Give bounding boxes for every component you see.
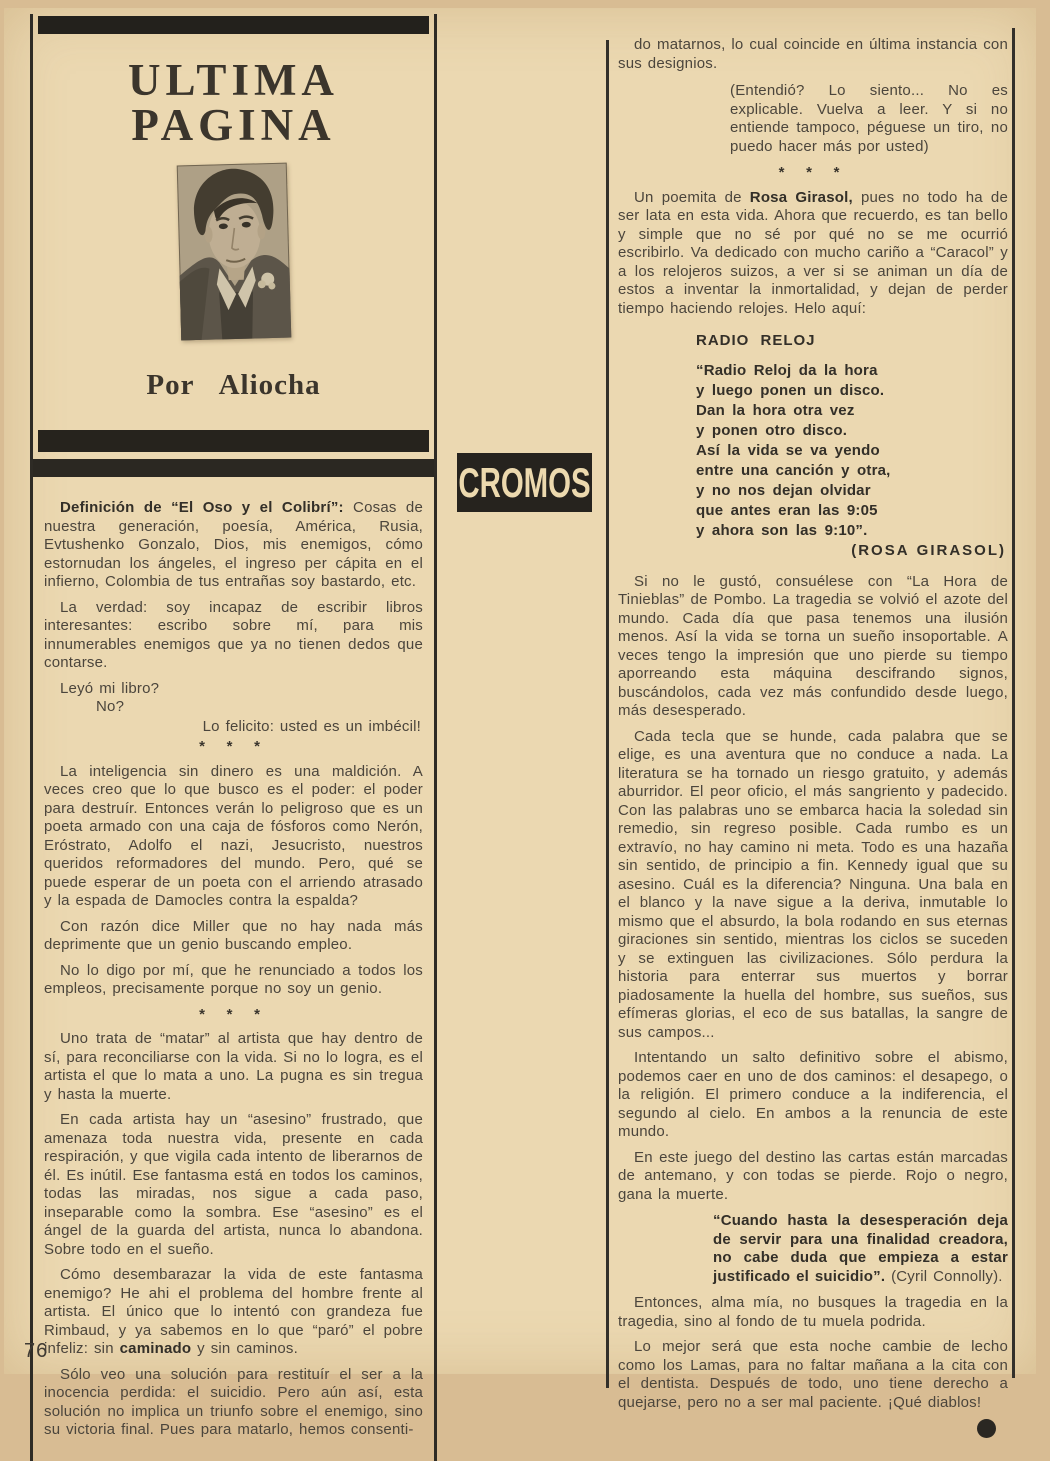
- paragraph-bold-name: Rosa Girasol,: [749, 188, 853, 206]
- paragraph: La verdad: soy incapaz de escribir libros interesantes: escribo sobre mí, para mis innumerables enemigos que ya no tienen dedos que contarse.: [44, 598, 423, 671]
- left-column-body: [33, 499, 434, 1461]
- poem-attribution: (ROSA GIRASOL): [851, 542, 1006, 559]
- paragraph: La inteligencia sin dinero es una maldición. A veces creo que lo que busco es el poder: el poder para destruír. Entonces verán lo peligroso que es un poeta armado con una caja de fósforos como Nerón, Eróstrato, Adolfo el nazi, Jesucristo, nuestros queridos reformadores del mundo. Pero, qué se puede esperar de un poeta con el arriendo atrasado y la espada de Damocles contra la espalda?: [44, 762, 423, 909]
- poem-line: y ponen otro disco.: [696, 421, 848, 439]
- paragraph: Cada tecla que se hunde, cada palabra que se elige, es una aventura que no conduce a nada. La literatura se ha tornado un riesgo gratuito, y además aburridor. El peor oficio, el más sangriento y padecido. Con las palabras uno se embarca hacia la soledad sin remedio, sin regreso posible. Cada rumbo es un extravío, no hay camino ni meta. Todo es una hazaña sin sentido, de principio a fin. Kennedy igual que su asesino. Cuál es la diferencia? Ninguna. Una bala en el blanco y la nave sigue a la deriva, inmutable lo mismo que el absurdo, la bola rodando en sus eternas giraciones sin sentido, mientras los ciclos se suceden y se extinguen las civilizaciones. Sólo perdura la historia para enterrar sus muertos y borrar piadosamente la huella del hombre, sus sueños, sus efímeras glorias, el eco de sus batallas, la sangre de sus campos...: [618, 727, 1008, 1041]
- paragraph-text: pues no todo ha de ser lata en esta vida. Ahora que recuerdo, es tan bello y simple que no sé por qué no se me ocurrió escribirlo. Va dedicado con mucho cariño a “Caracol” y a los relojeros suizos, a ver si se animan un día de estos a inventar la inmortalidad, y dejan de perder tiempo haciendo relojes. Helo aquí:: [618, 188, 1008, 317]
- quote-text: “Cuando hasta la desesperación deja de servir para una finalidad creadora, no cabe duda que empieza a estar justificado el suicidio”.: [713, 1212, 1008, 1285]
- separator-bar-2: [33, 459, 434, 477]
- poem-line: y luego ponen un disco.: [696, 381, 885, 399]
- magazine-logo-text: CROMOS: [458, 458, 591, 506]
- stars-separator: * * *: [199, 738, 268, 755]
- article-frame: [30, 14, 437, 1461]
- dialogue-line: Lo felicito: usted es un imbécil!: [202, 717, 421, 735]
- poem: [696, 362, 1008, 541]
- paragraph-text: y sin caminos.: [191, 1340, 298, 1357]
- poem-line: que antes eran las 9:05: [696, 501, 878, 519]
- poem-line: y ahora son las 9:10”.: [696, 521, 868, 539]
- paragraph-text: Un poemita de: [634, 188, 750, 206]
- pull-quote: [713, 1212, 1008, 1286]
- paragraph: [44, 1266, 423, 1359]
- paragraph: Con razón dice Miller que no hay nada más deprimente que un genio buscando empleo.: [44, 917, 423, 953]
- article-title: ULTIMA PAGINA: [128, 55, 339, 150]
- paragraph: En cada artista hay un “asesino” frustrado, que amenaza toda nuestra vida, presente en cada respiración, y que vigila cada intento de liberarnos de él. Es inútil. Ese fantasma está en todos los caminos, todas las miradas, nos sigue a cada paso, inseparable como la sombra. Ese “asesino” es el ángel de la guarda del artista, nunca lo abandona. Sobre todo en el sueño.: [44, 1111, 423, 1258]
- paragraph: do matarnos, lo cual coincide en última instancia con sus designios.: [618, 36, 1008, 72]
- paragraph: Intentando un salto definitivo sobre el abismo, podemos caer en uno de dos caminos: el desapego, o la religión. El primero conduce a la indiferencia, el segundo al cielo. En ambos a la renuncia de este mundo.: [618, 1049, 1008, 1140]
- paragraph: [618, 189, 1008, 319]
- stars-separator: * * *: [199, 1005, 268, 1023]
- right-column-body: [618, 30, 1008, 1438]
- paragraph: Si no le gustó, consuélese con “La Hora de Tinieblas” de Pombo. La tragedia se volvió el azote del mundo. Cada día que pasa tenemos una ilusión menos. Así la vida se torna un sueño insoportable. A veces tengo la impresión que uno pierde su tiempo aporreando esta máquina descifrando signos, buscándolos, cada vez más confundido desde luego, más desesperado.: [618, 572, 1008, 719]
- byline: Por Aliocha: [146, 369, 321, 401]
- poem-title: RADIO RELOJ: [696, 332, 816, 349]
- author-photo: [176, 163, 291, 341]
- paragraph: No lo digo por mí, que he renunciado a todos los empleos, precisamente porque no soy un genio.: [44, 961, 423, 997]
- paragraph: Lo mejor será que esta noche cambie de lecho como los Lamas, para no faltar mañana a la cita con el dentista. Después de todo, uno tiene derecho a quejarse, pero no a ser mal paciente. ¡Qué diablos!: [618, 1338, 1008, 1411]
- column-divider-rule: [606, 40, 609, 1388]
- paragraph: En este juego del destino las cartas están marcadas de antemano, y con todas se pierde. Rojo o negro, gana la muerte.: [618, 1148, 1008, 1203]
- magazine-logo: [457, 453, 592, 512]
- dialogue-line: No?: [96, 698, 125, 715]
- dialogue-line: Leyó mi libro?: [60, 679, 160, 697]
- poem-line: entre una canción y otra,: [696, 461, 891, 479]
- paragraph: Uno trata de “matar” al artista que hay dentro de sí, para reconciliarse con la vida. Si no lo logra, es el artista el que lo mata a uno. La pugna es sin tregua y hasta la muerte.: [44, 1030, 423, 1103]
- poem-line: Así la vida se va yendo: [696, 441, 880, 459]
- paragraph-bold-word: caminado: [119, 1340, 192, 1357]
- poem-line: Dan la hora otra vez: [696, 401, 855, 419]
- poem-line: y no nos dejan olvidar: [696, 481, 871, 499]
- article-end-dot: [977, 1419, 996, 1438]
- author-photo-illustration: [176, 163, 291, 341]
- quote-attribution: (Cyril Connolly).: [885, 1267, 1003, 1285]
- stars-separator: * * *: [778, 164, 848, 181]
- poem-line: “Radio Reloj da la hora: [696, 361, 878, 379]
- page-number: 76: [24, 1340, 49, 1362]
- paragraph-lead: Definición de “El Oso y el Colibrí”:: [60, 499, 344, 516]
- paragraph: Sólo veo una solución para restituír el ser a la inocencia perdida: el suicidio. Pero aún así, esta solución no implica un triunfo sobre el enemigo, sino su victoria final. Pues para matarlo, hemos consenti-: [44, 1365, 423, 1438]
- paragraph: [44, 499, 423, 592]
- aside-note: (Entendió? Lo siento... No es explicable. Vuelva a leer. Y si no entiende tampoco, péguese un tiro, no puedo hacer más por usted): [730, 82, 1008, 155]
- right-edge-rule: [1012, 28, 1015, 1378]
- header-top-bar: [38, 16, 429, 34]
- separator-bar-1: [38, 430, 429, 452]
- paragraph-text: Cosas de nuestra generación, poesía, América, Rusia, Evtushenko Gonzalo, Dios, mis enemigos, cómo estornudan los ángeles, el ingreso per cápita en el infierno, Colombia de tus entrañas soy bastardo, etc.: [44, 499, 423, 590]
- paragraph: Entonces, alma mía, no busques la tragedia en la tragedia, sino al fondo de tu muela podrida.: [618, 1294, 1008, 1330]
- paragraph-text: Cómo desembarazar la vida de este fantasma enemigo? He ahi el problema del hombre frente al artista. El único que lo intentó con grandeza fue Rimbaud, y ya sabemos en lo que “paró” el pobre infeliz: sin: [44, 1266, 423, 1357]
